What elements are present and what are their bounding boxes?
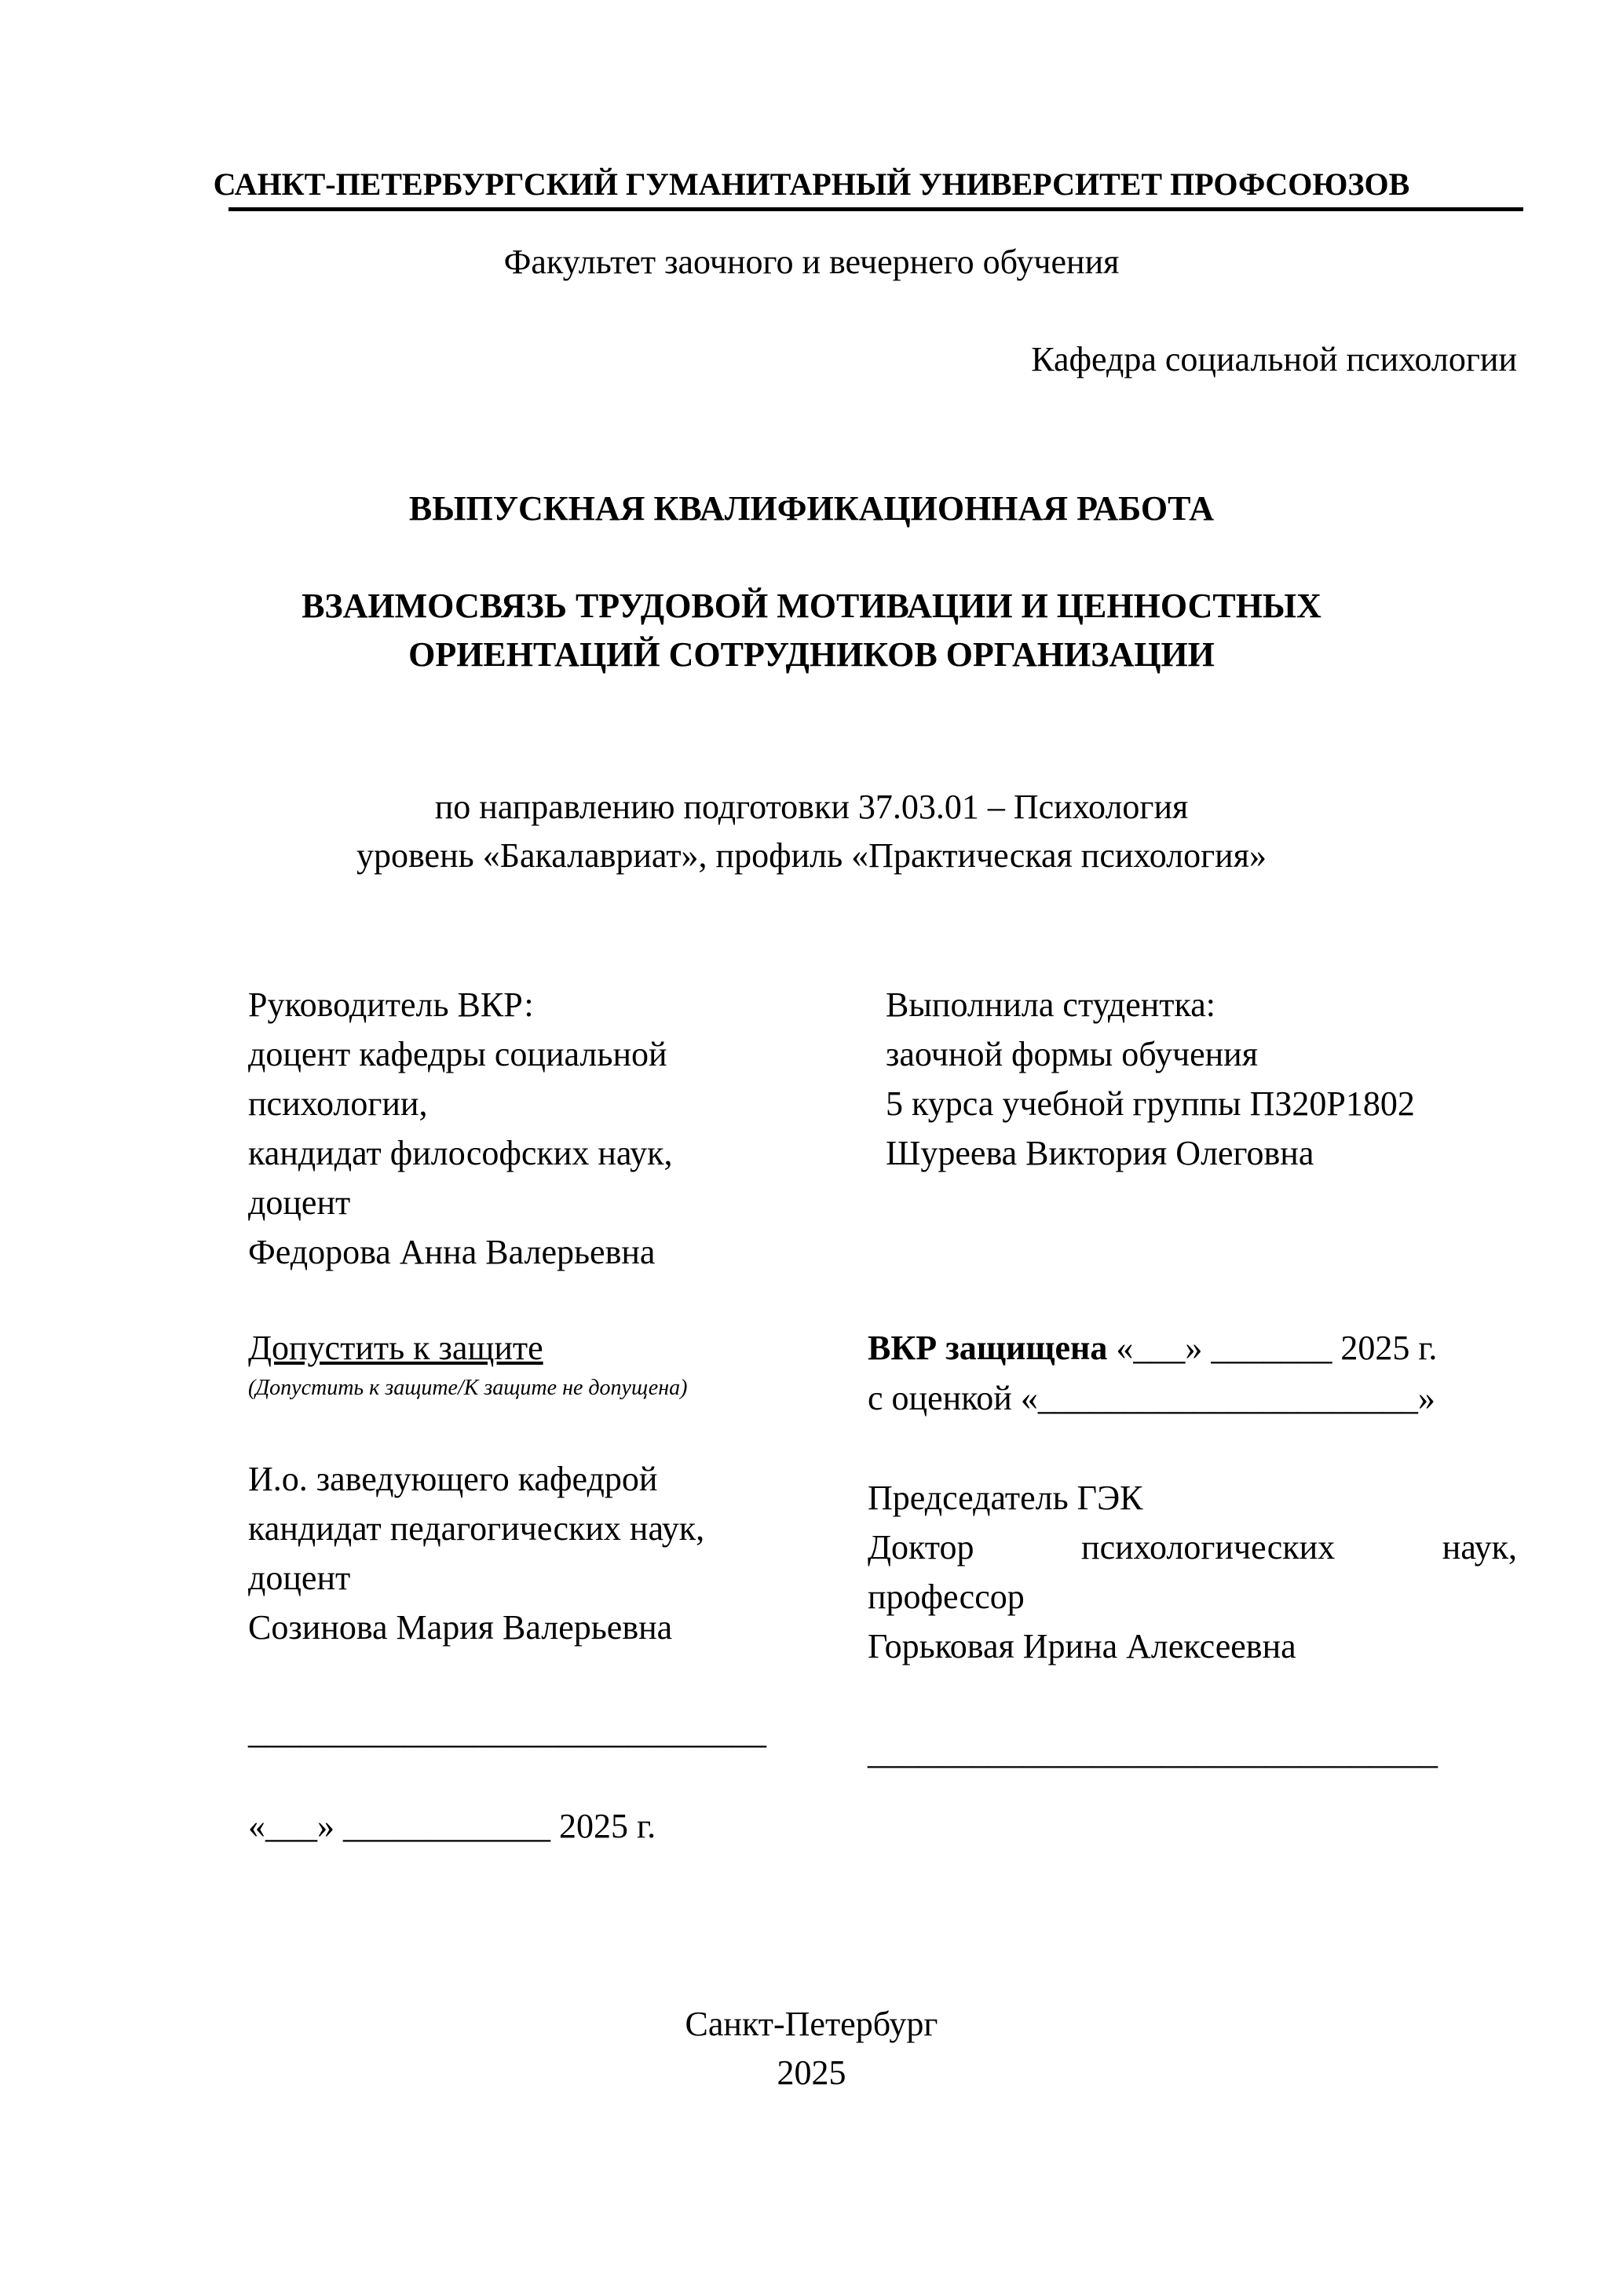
supervisor-line: психологии,: [248, 1084, 428, 1123]
city: Санкт-Петербург: [685, 2005, 938, 2043]
head-block: [248, 1454, 704, 1652]
student-line: Шуреева Виктория Олеговна: [886, 1134, 1314, 1172]
year: 2025: [777, 2053, 846, 2092]
work-type: ВЫПУСКНАЯ КВАЛИФИКАЦИОННАЯ РАБОТА: [408, 489, 1215, 528]
supervisor-line: доцент кафедры социальной: [248, 1035, 667, 1073]
university-name: САНКТ-ПЕТЕРБУРГСКИЙ ГУМАНИТАРНЫЙ УНИВЕРСИТЕТ ПРОФСОЮЗОВ: [213, 166, 1410, 202]
head-line: доцент: [248, 1559, 351, 1597]
topic-line-1: ВЗАИМОСВЯЗЬ ТРУДОВОЙ МОТИВАЦИИ И ЦЕННОСТНЫХ: [302, 587, 1321, 625]
chair-block: [868, 1473, 1517, 1671]
faculty-name: Факультет заочного и вечернего обучения: [503, 243, 1120, 281]
supervisor-line: Руководитель ВКР:: [248, 985, 534, 1024]
student-line: Выполнила студентка:: [886, 985, 1215, 1024]
student-line: 5 курса учебной группы ПЗ20Р1802: [886, 1084, 1415, 1123]
study-level: уровень «Бакалавриат», профиль «Практическая психология»: [356, 836, 1267, 875]
student-block: [886, 980, 1415, 1178]
chair-name: Горьковая Ирина Алексеевна: [868, 1627, 1296, 1665]
supervisor-line: кандидат философских наук,: [248, 1134, 673, 1172]
defense-label: ВКР защищена: [868, 1329, 1108, 1367]
student-line: заочной формы обучения: [886, 1035, 1258, 1073]
admission-decision: Допустить к защите: [248, 1329, 543, 1367]
defense-date-blank: «___» _______ 2025 г.: [1116, 1329, 1438, 1367]
chair-degree: Доктор психологических наук,: [868, 1528, 1517, 1567]
supervisor-block: [248, 980, 673, 1277]
admission-hint: (Допустить к защите/К защите не допущена): [248, 1376, 688, 1400]
department-name: Кафедра социальной психологии: [1031, 340, 1517, 378]
chair-title: Председатель ГЭК: [868, 1479, 1143, 1517]
defense-status: [868, 1328, 1437, 1369]
supervisor-line: доцент: [248, 1183, 351, 1222]
head-signature-line: ______________________________: [248, 1713, 766, 1751]
study-direction: по направлению подготовки 37.03.01 – Психология: [434, 788, 1189, 826]
head-line: Созинова Мария Валерьевна: [248, 1608, 673, 1647]
head-line: кандидат педагогических наук,: [248, 1509, 705, 1548]
head-signature-date: «___» ____________ 2025 г.: [248, 1807, 656, 1845]
chair-signature-line: _________________________________: [868, 1733, 1438, 1771]
header-divider: [228, 207, 1523, 211]
head-line: И.о. заведующего кафедрой: [248, 1460, 658, 1498]
defense-grade: с оценкой «______________________»: [868, 1379, 1435, 1417]
supervisor-line: Федорова Анна Валерьевна: [248, 1233, 656, 1271]
topic-line-2: ОРИЕНТАЦИЙ СОТРУДНИКОВ ОРГАНИЗАЦИИ: [408, 635, 1215, 674]
chair-rank: профессор: [868, 1578, 1025, 1616]
